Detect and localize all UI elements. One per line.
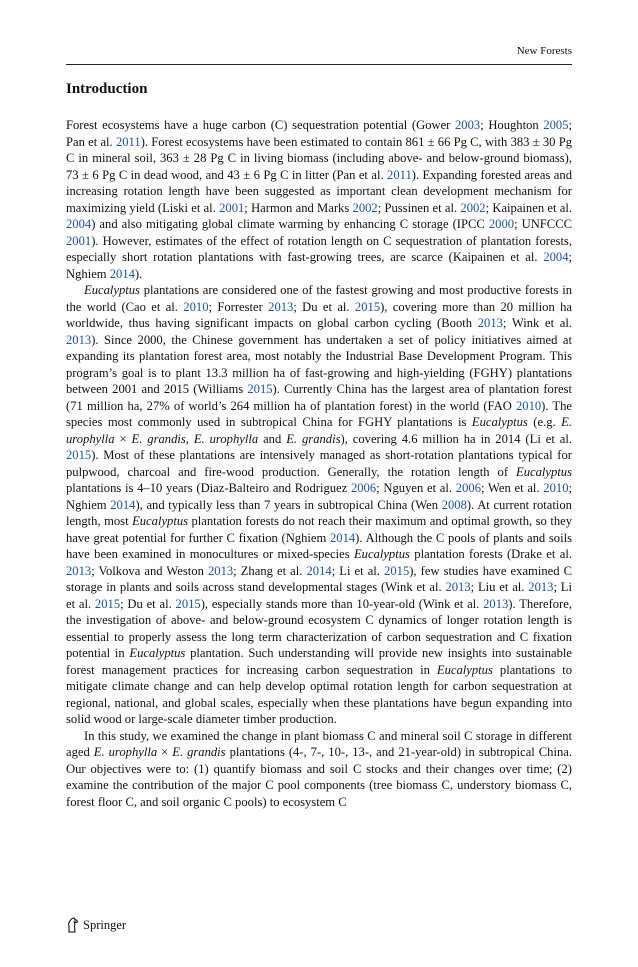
text-run: ). Since 2000, the Chinese government has undertaken a set of policy initiatives aimed at expanding its plantation forest area, most notably the Industrial Base Development Program. This program’s goal is to plant 13.3 million ha of fast-growing and high-yielding (FGHY) plantations between 2001 and 2015 (Williams [66, 332, 572, 396]
springer-horse-icon [66, 917, 79, 933]
text-run: Forest ecosystems have a huge carbon (C) sequestration potential (Gower [66, 118, 455, 132]
italic-term: E. urophylla [66, 415, 572, 446]
text-run: ; Li et al. [331, 563, 385, 578]
citation-year-link[interactable]: 2013 [268, 299, 294, 314]
text-run: ; Du et al. [293, 299, 355, 314]
paragraph-3 [66, 728, 572, 811]
text-run: ). Although the C pools of plants and soils have been examined in monocultures or mixed-species [66, 530, 573, 561]
text-run: plantation forests do not reach their maximum and optimal growth, so they have great potential for further C fixation (Nghiem [66, 514, 573, 545]
text-run: ; Zhang et al. [233, 563, 307, 578]
paragraph-1 [66, 117, 572, 282]
header-rule [66, 64, 572, 65]
italic-term: Eucalyptus [353, 547, 410, 561]
citation-year-link[interactable]: 2006 [350, 481, 377, 495]
citation-year-link[interactable]: 2008 [441, 497, 467, 512]
text-run: ). Forest ecosystems have been estimated to contain 861 ± 66 Pg C, with 383 ± 30 Pg C in mineral soil, 363 ± 28 Pg C in living biomass (including above- and below-ground biomass), 73 ± 6 Pg C in dead wood, and 43 ± 6 Pg C in litter (Pan et al. [66, 134, 572, 182]
citation-year-link[interactable]: 2010 [515, 398, 542, 413]
text-run: ; UNFCCC [514, 217, 573, 231]
citation-year-link[interactable]: 2015 [247, 382, 273, 396]
citation-year-link[interactable]: 2015 [66, 448, 92, 462]
text-run: ; Wink et al. [502, 316, 572, 330]
text-run: ). [134, 266, 143, 281]
text-run: ). The species most commonly used in subtropical China for FGHY plantations is [66, 398, 573, 429]
citation-year-link[interactable]: 2013 [528, 580, 554, 594]
text-run: ), especially stands more than 10-year-old (Wink et al. [200, 596, 484, 611]
text-run: plantations (4-, 7-, 10-, 13-, and 21-year-old) in subtropical China. Our objectives were to: (1) quantify biomass and soil C stocks and their changes over time; (2) examine the contribution of the major C pool components (tree biomass C, understory biomass C, forest floor C, and soil organic C pools) to ecosystem C [66, 745, 573, 809]
publisher-footer [66, 917, 126, 933]
text-run: ). However, estimates of the effect of rotation length on C sequestration of plantation forests, especially short rotation plantations with fast-growing trees, are scarce (Kaipainen et al. [66, 233, 572, 264]
citation-year-link[interactable]: 2013 [66, 332, 92, 347]
body-text [66, 117, 572, 810]
citation-year-link[interactable]: 2003 [455, 118, 481, 132]
citation-year-link[interactable]: 2013 [445, 580, 471, 594]
text-run: plantation forests (Drake et al. [409, 547, 573, 561]
text-run: ; Pussinen et al. [377, 200, 461, 215]
text-run: In this study, we examined the change in plant biomass C and mineral soil C storage in different aged [66, 728, 572, 759]
publisher-name: Springer [83, 917, 127, 932]
italic-term: E. urophylla [193, 431, 259, 446]
text-run: ; Harmon and Marks [244, 200, 353, 215]
text-run: ). Expanding forested areas and increasing rotation length have been suggested as important clean development mechanism for maximizing yield (Liski et al. [66, 167, 572, 215]
text-run: plantations to mitigate climate change and can help develop optimal rotation length for carbon sequestration at regional, national, and global scales, especially when these plantations have begun expanding into solid wood or large-scale diameter timber production. [66, 662, 573, 726]
citation-year-link[interactable]: 2013 [207, 563, 234, 578]
citation-year-link[interactable]: 2002 [352, 200, 378, 215]
citation-year-link[interactable]: 2013 [483, 596, 509, 611]
text-run: ; Wen et al. [480, 481, 544, 495]
citation-year-link[interactable]: 2015 [384, 563, 410, 578]
text-run: ; Nghiem [66, 250, 572, 281]
text-run: ). Currently China has the largest area of plantation forest (71 million ha, 27% of world’s 264 million ha of plantation forest) in the world (FAO [66, 382, 572, 413]
text-run: ; Nguyen et al. [376, 481, 456, 495]
italic-term: Eucalyptus [129, 646, 186, 660]
italic-term: Eucalyptus [84, 283, 140, 297]
text-run: ), few studies have examined C storage in plants and soils across stand developmental stages (Wink et al. [66, 563, 572, 594]
italic-term: E. urophylla [93, 745, 158, 759]
text-run: ). At current rotation length, most [66, 497, 572, 528]
text-run: , [185, 431, 194, 446]
citation-year-link[interactable]: 2013 [477, 316, 503, 330]
citation-year-link[interactable]: 2013 [66, 563, 92, 578]
italic-term: E. grandis [131, 431, 186, 446]
citation-year-link[interactable]: 2010 [543, 481, 569, 495]
text-run: plantations are considered one of the fastest growing and most productive forests in the world (Cao et al. [66, 283, 572, 314]
text-run: ) and also mitigating global climate warming by enhancing C storage (IPCC [91, 217, 489, 231]
text-run: ). Most of these plantations are intensively managed as short-rotation plantations typical for pulpwood, charcoal and fire-wood production. Generally, the rotation length of [66, 448, 572, 479]
text-run: plantations is 4–10 years (Diaz-Balteiro and Rodriguez [66, 481, 351, 495]
citation-year-link[interactable]: 2001 [66, 233, 92, 248]
text-run: ; Pan et al. [66, 118, 573, 149]
citation-year-link[interactable]: 2000 [488, 217, 515, 231]
text-run: × [114, 431, 132, 446]
citation-year-link[interactable]: 2014 [110, 497, 136, 512]
italic-term: Eucalyptus [436, 662, 493, 677]
citation-year-link[interactable]: 2011 [387, 167, 412, 182]
italic-term: Eucalyptus [471, 415, 528, 429]
italic-term: E. grandis [286, 431, 341, 446]
citation-year-link[interactable]: 2004 [66, 217, 92, 231]
text-run: ; Du et al. [120, 596, 176, 611]
section-title: Introduction [66, 81, 148, 97]
text-run: ; Li et al. [66, 580, 572, 611]
paragraph-2 [66, 282, 572, 728]
citation-year-link[interactable]: 2002 [460, 200, 486, 215]
text-run: ), covering more than 20 million ha worldwide, thus having significant impacts on global carbon cycling (Booth [66, 299, 572, 330]
italic-term: Eucalyptus [516, 464, 572, 479]
text-run: ; Volkova and Weston [91, 563, 208, 578]
citation-year-link[interactable]: 2014 [109, 266, 135, 281]
text-run: ), and typically less than 7 years in subtropical China (Wen [135, 497, 442, 512]
citation-year-link[interactable]: 2014 [306, 563, 332, 578]
italic-term: Eucalyptus [132, 514, 189, 528]
citation-year-link[interactable]: 2006 [455, 481, 481, 495]
citation-year-link[interactable]: 2011 [115, 134, 141, 149]
citation-year-link[interactable]: 2005 [543, 118, 569, 132]
text-run: ; Kaipainen et al. [485, 200, 572, 215]
citation-year-link[interactable]: 2010 [183, 299, 209, 314]
citation-year-link[interactable]: 2015 [175, 596, 201, 611]
italic-term: E. grandis [172, 745, 226, 759]
text-run: ), covering 4.6 million ha in 2014 (Li et al. [340, 431, 573, 446]
text-run: ; Liu et al. [470, 580, 529, 594]
text-run: ; Nghiem [66, 481, 572, 512]
text-run: × [157, 745, 173, 759]
citation-year-link[interactable]: 2015 [94, 596, 121, 611]
text-run: and [258, 431, 287, 446]
text-run: ; Forrester [208, 299, 269, 314]
citation-year-link[interactable]: 2015 [354, 299, 381, 314]
citation-year-link[interactable]: 2001 [219, 200, 245, 215]
citation-year-link[interactable]: 2014 [329, 530, 356, 545]
text-run: (e.g. [527, 415, 562, 429]
running-head: New Forests [516, 45, 572, 57]
citation-year-link[interactable]: 2004 [543, 250, 569, 264]
text-run: plantation. Such understanding will provide new insights into sustainable forest management practices for increasing carbon sequestration in [66, 646, 572, 677]
text-run: ). Therefore, the investigation of above- and below-ground ecosystem C dynamics of longer rotation length is essential to properly assess the long term characterization of carbon sequestration and C fixation potential in [66, 596, 572, 660]
text-run: ; Houghton [480, 118, 544, 132]
